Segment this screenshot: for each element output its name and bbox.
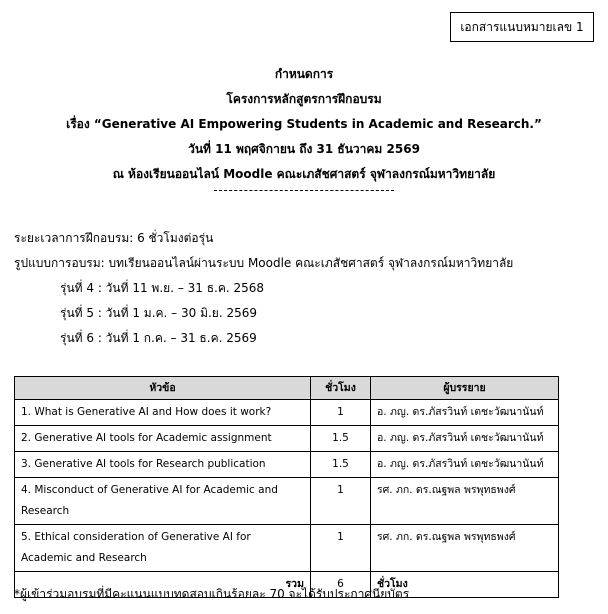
- course-title: เรื่อง “Generative AI Empowering Students in Academic and Research.”: [66, 117, 542, 131]
- training-format: รูปแบบการอบรม: บทเรียนออนไลน์ผ่านระบบ Moodle คณะเภสัชศาสตร์ จุฬาลงกรณ์มหาวิทยาลัย: [14, 256, 514, 270]
- topic-cell: 2. Generative AI tools for Academic assignment: [15, 426, 311, 452]
- table-header-row: [15, 377, 559, 400]
- lecturer-cell: อ. ภญ. ดร.ภัสรวินท์ เตชะวัฒนานันท์: [371, 426, 559, 452]
- hours-cell: 1: [311, 525, 371, 572]
- hours-cell: 1.5: [311, 452, 371, 478]
- header-divider: [214, 190, 394, 191]
- table-row: [15, 478, 559, 525]
- training-duration: ระยะเวลาการฝึกอบรม: 6 ชั่วโมงต่อรุ่น: [14, 231, 214, 245]
- schedule-heading: กำหนดการ: [274, 67, 334, 81]
- table-row: [15, 525, 559, 572]
- hours-cell: 1: [311, 478, 371, 525]
- table-row: [15, 452, 559, 478]
- column-header-lecturer: ผู้บรรยาย: [371, 377, 559, 400]
- topic-cell: 5. Ethical consideration of Generative AI for Academic and Research: [15, 525, 311, 572]
- topic-cell: 1. What is Generative AI and How does it work?: [15, 400, 311, 426]
- session-item: รุ่นที่ 5 : วันที่ 1 ม.ค. – 30 มิ.ย. 2569: [60, 306, 257, 320]
- column-header-topic: หัวข้อ: [15, 377, 311, 400]
- hours-cell: 1: [311, 400, 371, 426]
- lecturer-cell: อ. ภญ. ดร.ภัสรวินท์ เตชะวัฒนานันท์: [371, 452, 559, 478]
- course-dates: วันที่ 11 พฤศจิกายน ถึง 31 ธันวาคม 2569: [188, 142, 420, 156]
- lecturer-cell: อ. ภญ. ดร.ภัสรวินท์ เตชะวัฒนานันท์: [371, 400, 559, 426]
- total-hours: 6: [311, 572, 371, 598]
- total-label: รวม: [15, 572, 311, 598]
- session-item: รุ่นที่ 6 : วันที่ 1 ก.ค. – 31 ธ.ค. 2569: [60, 331, 257, 345]
- topic-cell: 4. Misconduct of Generative AI for Academic and Research: [15, 478, 311, 525]
- total-unit: ชั่วโมง: [371, 572, 559, 598]
- lecturer-cell: รศ. ภก. ดร.ณฐพล พรพุทธพงศ์: [371, 525, 559, 572]
- topic-cell: 3. Generative AI tools for Research publication: [15, 452, 311, 478]
- table-row: [15, 426, 559, 452]
- session-item: รุ่นที่ 4 : วันที่ 11 พ.ย. – 31 ธ.ค. 2568: [60, 281, 265, 295]
- column-header-hours: ชั่วโมง: [311, 377, 371, 400]
- lecturer-cell: รศ. ภก. ดร.ณฐพล พรพุทธพงศ์: [371, 478, 559, 525]
- hours-cell: 1.5: [311, 426, 371, 452]
- course-schedule-table: [14, 376, 559, 598]
- course-venue: ณ ห้องเรียนออนไลน์ Moodle คณะเภสัชศาสตร์ จุฬาลงกรณ์มหาวิทยาลัย: [112, 167, 496, 181]
- table-row: [15, 400, 559, 426]
- certificate-footnote: *ผู้เข้าร่วมอบรมที่มีคะแนนแบบทดสอบเกินร้อยละ 70 จะได้รับประกาศนียบัตร: [14, 587, 410, 601]
- attachment-number-box: เอกสารแนบหมายเลข 1: [450, 12, 594, 42]
- program-heading: โครงการหลักสูตรการฝึกอบรม: [226, 92, 382, 106]
